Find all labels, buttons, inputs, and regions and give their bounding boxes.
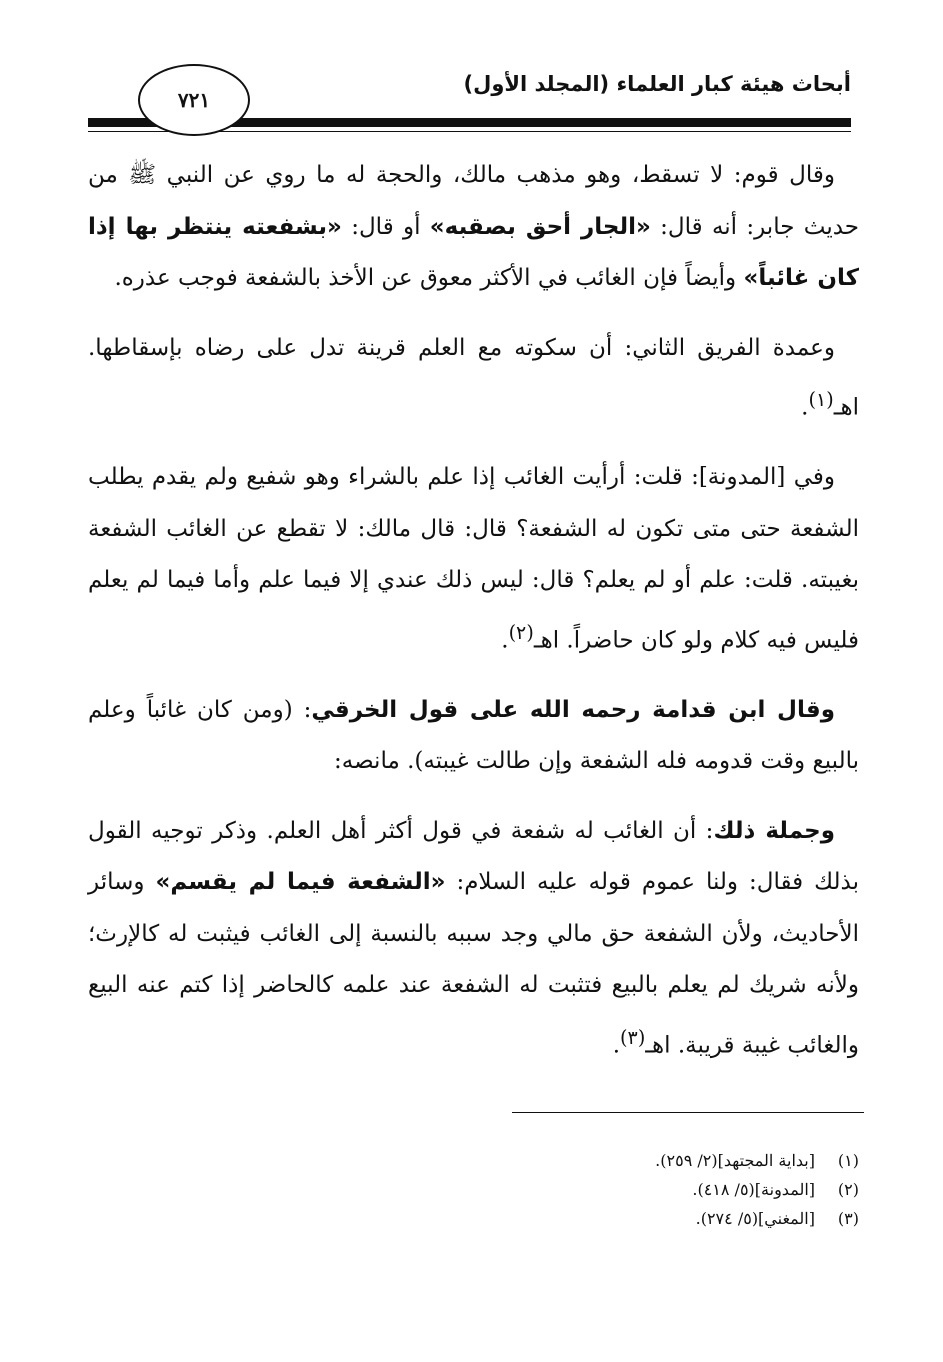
paragraph: [88, 806, 859, 1072]
paragraph: [88, 685, 859, 788]
footnote-item: [259, 1175, 859, 1204]
running-title: أبحاث هيئة كبار العلماء (المجلد الأول): [463, 72, 851, 96]
paragraph: [88, 452, 859, 667]
footnote-ref: (٢): [508, 620, 534, 644]
text-run: : (ومن كان غائباً وعلم بالبيع وقت قدومه فله الشفعة وإن طالت غيبته). مانصه:: [88, 696, 859, 775]
text-run: : أن الغائب له شفعة في قول أكثر أهل العلم. وذكر توجيه القول بذلك فقال: ولنا عموم قوله عليه السلام:: [88, 817, 859, 896]
bold-text: «الجار أحق بصقبه»: [429, 213, 651, 240]
paragraph: [88, 150, 859, 305]
footnote-text: [المدونة](٥/ ٤١٨).: [692, 1180, 815, 1199]
text-run: .: [801, 394, 809, 421]
footnote-ref: (٣): [620, 1025, 646, 1049]
footnote-number: (١): [837, 1151, 859, 1170]
footnote-separator: [512, 1112, 864, 1113]
bold-text: «بشفعته ينتظر بها إذا كان غائباً»: [88, 213, 859, 291]
text-run: وعمدة الفريق الثاني: أن سكوته مع العلم قرينة تدل على رضاه بإسقاطها. اهـ: [88, 334, 859, 421]
text-run: وأيضاً فإن الغائب في الأكثر معوق عن الأخذ بالشفعة فوجب عذره.: [114, 265, 744, 291]
footnote-item: [259, 1204, 859, 1233]
paragraph: [88, 323, 859, 435]
page-number: ٧٢١: [177, 88, 211, 112]
bold-text: «الشفعة فيما لم يقسم»: [155, 869, 446, 896]
body-text: [88, 150, 859, 1090]
footnote-number: (٣): [837, 1209, 859, 1228]
bold-text: وجملة ذلك: [713, 817, 835, 844]
text-run: وفي [المدونة]: قلت: أرأيت الغائب إذا علم بالشراء وهو شفيع ولم يقدم يطلب الشفعة حتى متى تكون له الشفعة؟ قال: قال مالك: لا تقطع عن الغائب الشفعة بغيبته. قلت: علم أو لم يعلم؟ قال: ليس ذلك عندي إلا فيما علم وأما فيما لم يعلم فليس فيه كلام ولو كان حاضراً. اهـ: [88, 464, 859, 654]
footnotes: [259, 1146, 859, 1233]
footnote-text: [المغني](٥/ ٢٧٤).: [695, 1209, 815, 1228]
text-run: .: [612, 1032, 621, 1059]
text-run: أو قال:: [341, 213, 430, 240]
footnote-item: [259, 1146, 859, 1175]
text-run: وسائر الأحاديث، ولأن الشفعة حق مالي وجد سببه بالنسبة إلى الغائب فيثبت له كالإرث؛ ولأنه شريك لم يعلم بالبيع فتثبت له الشفعة عند علمه كالحاضر إذا كتم عنه البيع والغائب غيبة قريبة. اهـ: [88, 869, 859, 1059]
bold-text: وقال ابن قدامة رحمه الله على قول الخرقي: [311, 696, 836, 723]
footnote-number: (٢): [837, 1180, 859, 1199]
text-run: وقال قوم: لا تسقط، وهو مذهب مالك، والحجة له ما روي عن النبي ﷺ من حديث جابر: أنه قال:: [88, 162, 860, 240]
text-run: .: [501, 627, 509, 654]
page-number-badge: [138, 64, 250, 136]
footnote-ref: (١): [808, 388, 834, 411]
footnote-text: [بداية المجتهد](٢/ ٢٥٩).: [655, 1151, 815, 1170]
